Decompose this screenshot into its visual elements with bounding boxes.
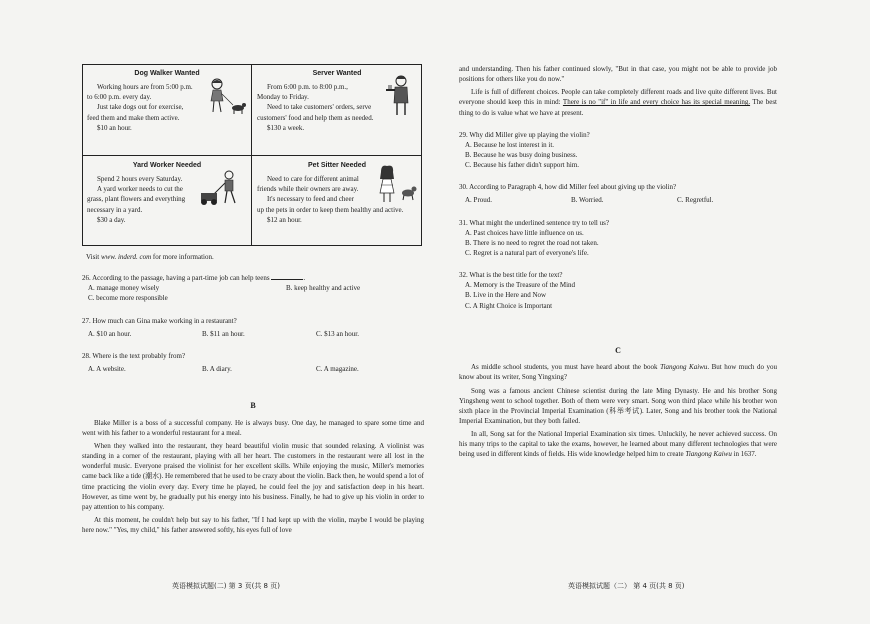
- option-c: C. A Right Choice is Important: [465, 301, 553, 310]
- question-stem: 28. Where is the text probably from?: [82, 351, 186, 360]
- passage-c-paragraph-2: Song was a famous ancient Chinese scientist during the late Ming Dynasty. He and his brother Song Yingsheng went to school together. Both of them were very smart. Song won third place while his brother won sixth place in the Provincial Imperial Examination (科举考试). Later, Song and his brother took the National Imperial Examination, but they both failed.: [459, 386, 777, 425]
- passage-c-paragraph-3: [459, 429, 777, 459]
- option-a: A. Past choices have little influence on us.: [465, 228, 584, 237]
- left-column: [82, 64, 424, 538]
- footer-right: 英语模拟试题（二） 第 4 页(共 8 页): [568, 582, 685, 590]
- ad-server: [257, 67, 417, 153]
- p5-text-end: The best thing to do is value what we have at present.: [459, 98, 777, 117]
- question-30: [459, 182, 777, 205]
- ad-line: friends while their owners are away.: [257, 185, 359, 194]
- question-stem: 27. How much can Gina make working in a restaurant?: [82, 316, 237, 325]
- passage-b-paragraph-5: [459, 87, 777, 117]
- option-c: C. become more responsible: [88, 294, 168, 303]
- book-title: Tiangong Kaiwu: [660, 363, 708, 372]
- waiter-icon: [385, 73, 417, 117]
- ad-line: $30 a day.: [97, 215, 126, 224]
- passage-b-paragraph-3: At this moment, he couldn't help but say to his father, "If I had kept up with the violin, maybe I would be playing here now." "Yes, my child," his father answered softly, his eyes full of love: [82, 515, 424, 535]
- passage-b-paragraph-4: and understanding. Then his father continued slowly, "But in that case, you might not be able to provide job positions for others like you do now.": [459, 65, 777, 84]
- ad-line: Working hours are from 5:00 p.m.: [97, 83, 193, 92]
- right-column: [459, 64, 777, 463]
- option-b: B. keep healthy and active: [286, 284, 361, 293]
- option-c: C. A magazine.: [316, 364, 359, 373]
- footer-left: 英语模拟试题(二) 第 3 页(共 8 页): [172, 582, 280, 590]
- stem-text: 26. According to the passage, having a part-time job can help teens: [82, 274, 270, 283]
- ad-title: Pet Sitter Needed: [308, 162, 366, 169]
- option-b: B. There is no need to regret the road not taken.: [465, 238, 599, 247]
- section-c-title: C: [615, 345, 621, 355]
- ad-line: $12 an hour.: [267, 215, 302, 224]
- stem-end: .: [303, 274, 306, 283]
- option-b: B. Live in the Here and Now: [465, 291, 547, 300]
- ad-line: $10 an hour.: [97, 123, 132, 132]
- ad-yard-worker: [87, 159, 247, 245]
- ad-title: Yard Worker Needed: [132, 162, 202, 169]
- girl-walking-dog-icon: [205, 77, 247, 117]
- ad-line: $130 a week.: [267, 123, 305, 132]
- question-31: [459, 218, 777, 259]
- option-a: A. A website.: [88, 364, 126, 373]
- visit-prefix: Visit: [86, 253, 101, 261]
- lawn-mower-icon: [199, 169, 245, 207]
- ad-pet-sitter: [257, 159, 417, 245]
- question-27: [82, 316, 424, 339]
- section-b-title: B: [250, 401, 256, 411]
- ad-line: to 6:00 p.m. every day.: [87, 93, 152, 102]
- question-stem: 31. What might the underlined sentence try to tell us?: [459, 218, 609, 227]
- underlined-sentence: There is no "if" in life and every choice has its special meaning.: [562, 98, 751, 107]
- ad-line: grass, plant flowers and everything: [87, 195, 186, 204]
- p3-text-end: in 1637.: [731, 450, 757, 459]
- question-stem: 30. According to Paragraph 4, how did Miller feel about giving up the violin?: [459, 183, 677, 192]
- option-c: C. Regret is a natural part of everyone's life.: [465, 248, 589, 257]
- question-stem: 32. What is the best title for the text?: [459, 271, 563, 280]
- ad-line: It's necessary to feed and cheer: [267, 195, 354, 204]
- option-a: A. Memory is the Treasure of the Mind: [465, 281, 576, 290]
- ad-line: up the pets in order to keep them healthy and active.: [257, 205, 404, 214]
- visit-suffix: for more information.: [151, 253, 214, 261]
- passage-b-paragraph-1: Blake Miller is a boss of a successful company. He is always busy. One day, he managed to spare some time and went with his father to a wonderful restaurant for a meal.: [82, 418, 424, 437]
- option-b: B. Because he was busy doing business.: [465, 150, 578, 159]
- question-28: [82, 351, 424, 374]
- ad-line: A yard worker needs to cut the: [97, 185, 183, 194]
- passage-b-paragraph-2: When they walked into the restaurant, they heard beautiful violin music that sounded relaxing. A violinist was standing in a corner of the restaurant, playing with all her heart. The customers in the restaurant were all lost in the wonderful music. Everyone praised the violinist for her excellent skills. While enjoying the music, Miller's memories came back like a tide (潮水). He remembered that he used to be crazy about the violin. Back then, he would spend a lot of time practicing the violin every day. Every time he played, he could feel the joy and satisfaction deep in his heart. However, as time went by, he gradually put his energy into his business. Finally, he had to give up his violin in order to pay attention to his company.: [82, 442, 424, 511]
- option-b: B. $11 an hour.: [202, 329, 245, 338]
- p3-text: In all, Song sat for the National Imperial Examination six times. Unluckily, he never achieved success. On his many trips to the capital to take the exams, however, he learned about many different technologies that were being used in different kinds of fields. His wide knowledge helped him to create: [459, 430, 777, 459]
- visit-note: [86, 252, 424, 262]
- p5-text: Life is full of different choices. People can take completely different roads and live quite different lives. But everyone should keep this in mind:: [459, 88, 777, 107]
- ad-line: Spend 2 hours every Saturday.: [97, 175, 183, 184]
- ad-line: customers' food and help them as needed.: [257, 113, 374, 122]
- option-a: A. manage money wisely: [88, 284, 160, 293]
- ad-line: Just take dogs out for exercise,: [97, 103, 184, 112]
- table-divider-horizontal: [83, 155, 421, 156]
- passage-c-paragraph-1: [459, 362, 777, 382]
- ad-line: necessary in a yard.: [87, 205, 143, 214]
- option-a: A. Because he lost interest in it.: [465, 140, 555, 149]
- ad-title: Server Wanted: [312, 70, 362, 77]
- question-32: [459, 270, 777, 311]
- question-29: [459, 130, 777, 171]
- option-b: B. A diary.: [202, 364, 232, 373]
- option-a: A. Proud.: [465, 196, 493, 205]
- option-c: C. Because his father didn't support him.: [465, 161, 580, 170]
- ad-title: Dog Walker Wanted: [134, 70, 200, 77]
- p1-text: As middle school students, you must have heard about the book: [471, 363, 661, 372]
- ad-line: Need to care for different animal: [267, 175, 359, 184]
- question-26: [82, 272, 424, 303]
- visit-site: www. inderd. com: [100, 253, 152, 261]
- option-a: A. $10 an hour.: [88, 329, 132, 338]
- job-ads-table: [82, 64, 422, 246]
- option-c: C. $13 an hour.: [316, 329, 359, 338]
- ad-line: Monday to Friday.: [257, 93, 309, 102]
- ad-line: Need to take customers' orders, serve: [267, 103, 372, 112]
- answer-blank: [271, 272, 306, 283]
- option-c: C. Regretful.: [677, 196, 714, 205]
- girl-with-pet-icon: [375, 165, 417, 205]
- option-b: B. Worried.: [571, 196, 604, 205]
- ad-dog-walker: [87, 67, 247, 153]
- question-stem: [82, 272, 424, 283]
- p1-text-end: . But how much do you know about its writer, Song Yingxing?: [459, 363, 777, 382]
- ad-line: feed them and make them active.: [87, 113, 180, 122]
- book-title: Tiangong Kaiwu: [685, 450, 732, 459]
- ad-line: From 6:00 p.m. to 8:00 p.m.,: [267, 83, 348, 92]
- question-stem: 29. Why did Miller give up playing the violin?: [459, 130, 590, 139]
